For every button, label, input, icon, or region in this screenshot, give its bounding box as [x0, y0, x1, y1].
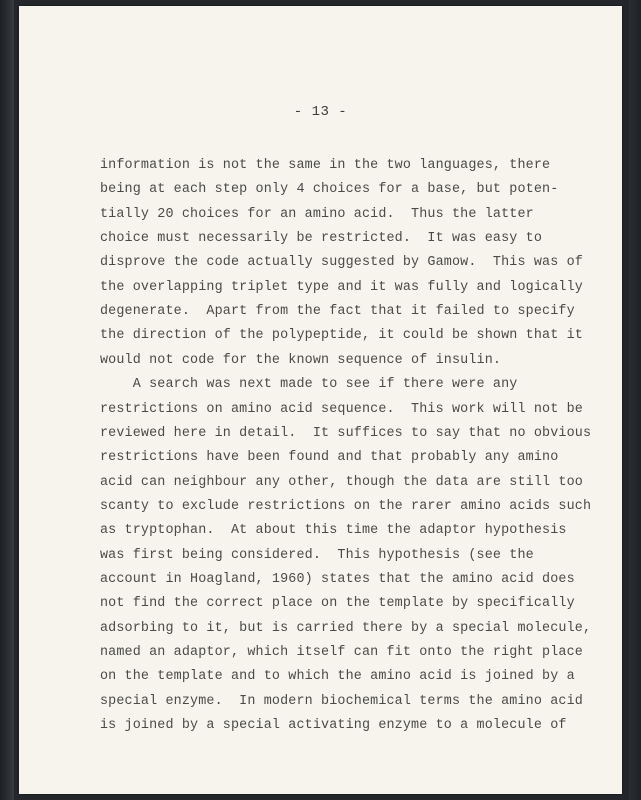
text-line: being at each step only 4 choices for a base, but poten- — [100, 182, 559, 198]
text-line: restrictions on amino acid sequence. This work will not be — [100, 401, 583, 417]
text-line: not find the correct place on the template by specifically — [100, 596, 575, 612]
text-line: special enzyme. In modern biochemical terms the amino acid — [100, 693, 583, 709]
left-scan-edge — [0, 0, 14, 800]
text-line: information is not the same in the two languages, there — [100, 158, 551, 173]
typewritten-page — [19, 6, 622, 794]
text-line: acid can neighbour any other, though the data are still too — [100, 474, 583, 490]
text-line: named an adaptor, which itself can fit onto the right place — [100, 645, 583, 660]
text-line: disprove the code actually suggested by Gamow. This was of — [100, 255, 583, 271]
text-line: the direction of the polypeptide, it could be shown that it — [100, 328, 583, 344]
text-line: as tryptophan. At about this time the adaptor hypothesis — [100, 523, 567, 539]
text-line: tially 20 choices for an amino acid. Thus the latter — [100, 206, 534, 222]
text-line: choice must necessarily be restricted. It was easy to — [100, 231, 543, 247]
text-line: scanty to exclude restrictions on the rarer amino acids such — [100, 498, 592, 514]
right-scan-edge — [629, 0, 641, 800]
text-line: would not code for the known sequence of insulin. — [100, 352, 502, 368]
text-line: the overlapping triplet type and it was fully and logically — [100, 279, 583, 295]
text-line: adsorbing to it, but is carried there by a special molecule, — [100, 620, 592, 636]
text-line: A search was next made to see if there were any — [100, 377, 518, 393]
text-line: restrictions have been found and that probably any amino — [100, 450, 559, 466]
text-line: is joined by a special activating enzyme to a molecule of — [100, 718, 567, 734]
text-line: was first being considered. This hypothesis (see the — [100, 547, 534, 563]
text-line: degenerate. Apart from the fact that it failed to specify — [100, 304, 575, 320]
text-line: on the template and to which the amino acid is joined by a — [100, 669, 575, 685]
text-line: account in Hoagland, 1960) states that the amino acid does — [100, 571, 575, 587]
text-line: reviewed here in detail. It suffices to say that no obvious — [100, 425, 592, 441]
page-number: - 13 - — [293, 104, 348, 120]
